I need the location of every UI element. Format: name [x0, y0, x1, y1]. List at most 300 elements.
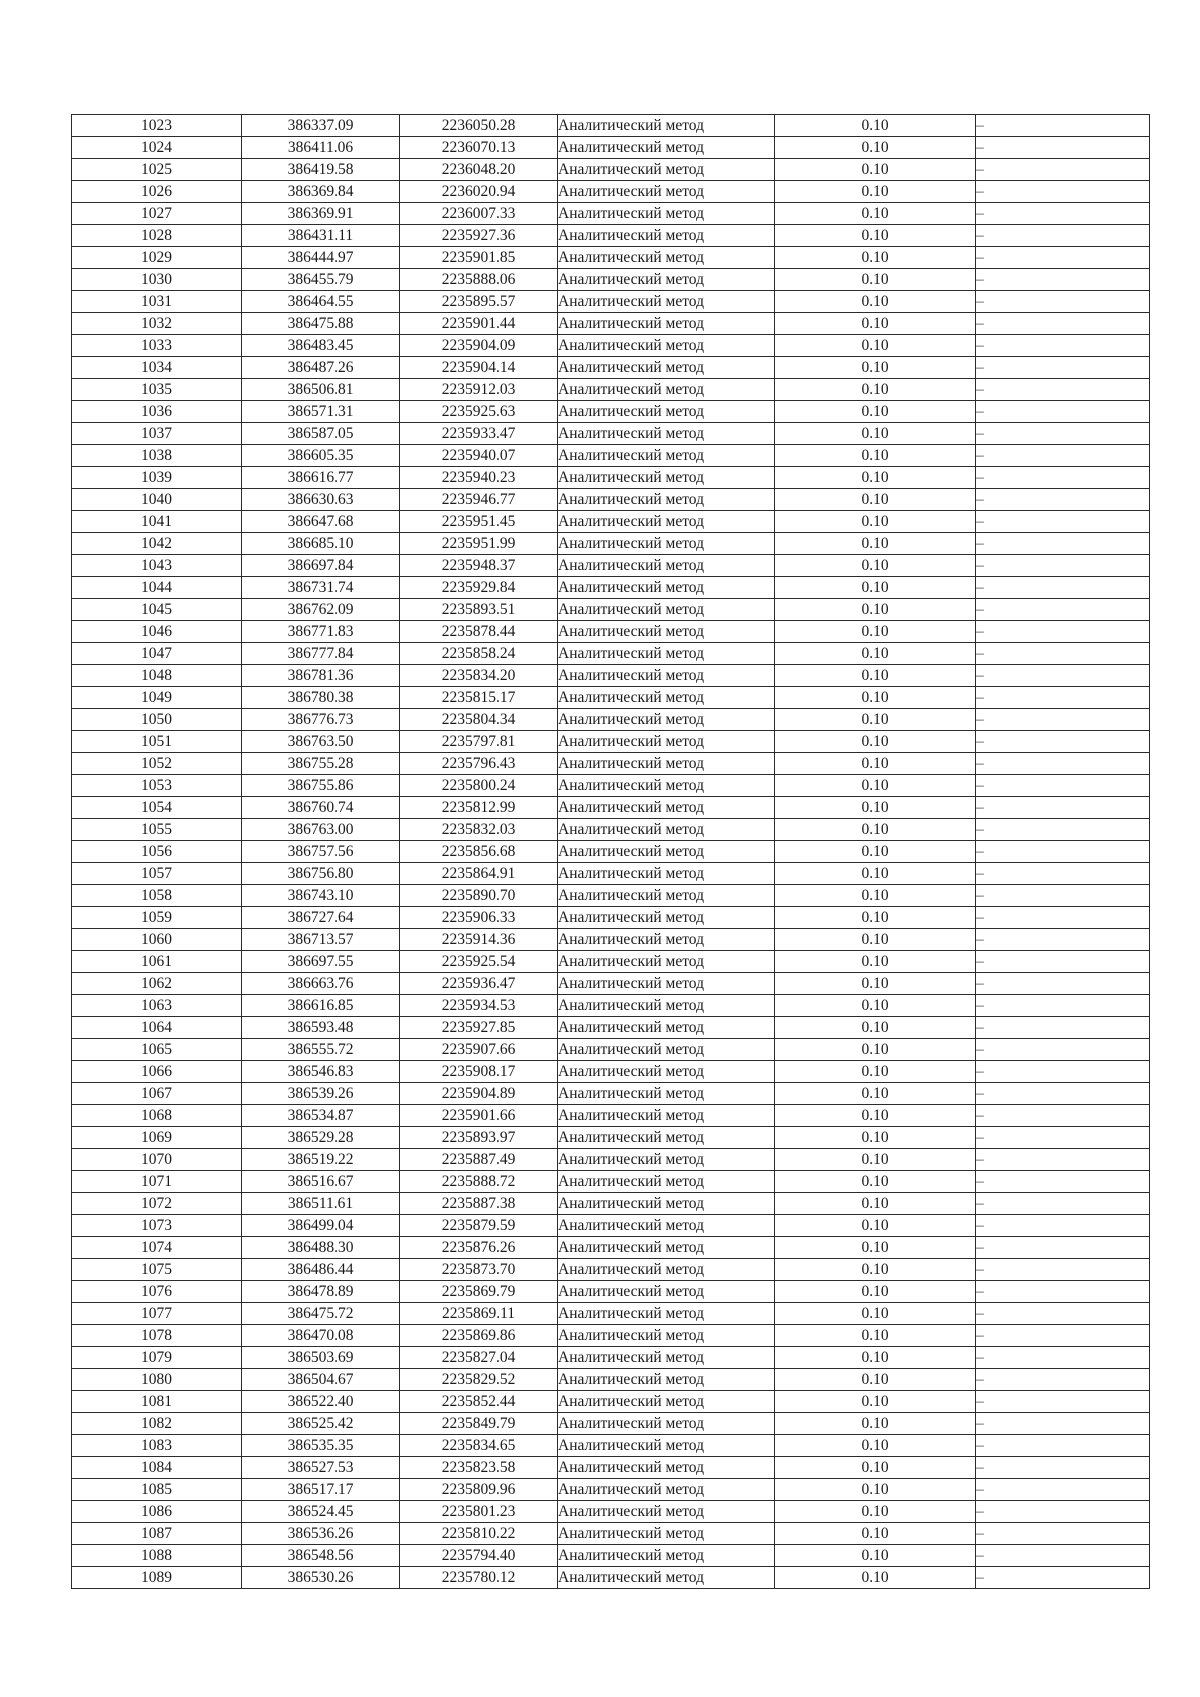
x-coordinate-cell: 386516.67: [242, 1171, 400, 1193]
note-cell: –: [976, 1105, 1150, 1127]
note-cell: –: [976, 731, 1150, 753]
accuracy-cell: 0.10: [775, 863, 976, 885]
x-coordinate-cell: 386534.87: [242, 1105, 400, 1127]
x-coordinate-cell: 386755.86: [242, 775, 400, 797]
accuracy-cell: 0.10: [775, 929, 976, 951]
table-row: [72, 1479, 1150, 1501]
note-cell: –: [976, 819, 1150, 841]
point-number-cell: 1051: [72, 731, 242, 753]
note-cell: –: [976, 1523, 1150, 1545]
method-cell: Аналитический метод: [558, 335, 775, 357]
point-number-cell: 1083: [72, 1435, 242, 1457]
y-coordinate-cell: 2235832.03: [400, 819, 558, 841]
note-cell: –: [976, 1171, 1150, 1193]
accuracy-cell: 0.10: [775, 401, 976, 423]
accuracy-cell: 0.10: [775, 885, 976, 907]
method-cell: Аналитический метод: [558, 973, 775, 995]
method-cell: Аналитический метод: [558, 313, 775, 335]
accuracy-cell: 0.10: [775, 1325, 976, 1347]
y-coordinate-cell: 2235914.36: [400, 929, 558, 951]
note-cell: –: [976, 643, 1150, 665]
point-number-cell: 1080: [72, 1369, 242, 1391]
note-cell: –: [976, 489, 1150, 511]
x-coordinate-cell: 386444.97: [242, 247, 400, 269]
note-cell: –: [976, 753, 1150, 775]
method-cell: Аналитический метод: [558, 555, 775, 577]
y-coordinate-cell: 2236007.33: [400, 203, 558, 225]
y-coordinate-cell: 2235895.57: [400, 291, 558, 313]
x-coordinate-cell: 386760.74: [242, 797, 400, 819]
y-coordinate-cell: 2235876.26: [400, 1237, 558, 1259]
table-row: [72, 1171, 1150, 1193]
note-cell: –: [976, 1259, 1150, 1281]
point-number-cell: 1046: [72, 621, 242, 643]
point-number-cell: 1085: [72, 1479, 242, 1501]
point-number-cell: 1025: [72, 159, 242, 181]
method-cell: Аналитический метод: [558, 753, 775, 775]
table-row: [72, 247, 1150, 269]
table-row: [72, 1215, 1150, 1237]
point-number-cell: 1036: [72, 401, 242, 423]
method-cell: Аналитический метод: [558, 929, 775, 951]
point-number-cell: 1053: [72, 775, 242, 797]
method-cell: Аналитический метод: [558, 1039, 775, 1061]
note-cell: –: [976, 467, 1150, 489]
x-coordinate-cell: 386527.53: [242, 1457, 400, 1479]
x-coordinate-cell: 386616.77: [242, 467, 400, 489]
method-cell: Аналитический метод: [558, 1171, 775, 1193]
table-row: [72, 1347, 1150, 1369]
table-row: [72, 489, 1150, 511]
x-coordinate-cell: 386697.55: [242, 951, 400, 973]
method-cell: Аналитический метод: [558, 1215, 775, 1237]
point-number-cell: 1030: [72, 269, 242, 291]
y-coordinate-cell: 2235925.54: [400, 951, 558, 973]
x-coordinate-cell: 386470.08: [242, 1325, 400, 1347]
method-cell: Аналитический метод: [558, 621, 775, 643]
x-coordinate-cell: 386616.85: [242, 995, 400, 1017]
method-cell: Аналитический метод: [558, 401, 775, 423]
x-coordinate-cell: 386593.48: [242, 1017, 400, 1039]
x-coordinate-cell: 386517.17: [242, 1479, 400, 1501]
x-coordinate-cell: 386743.10: [242, 885, 400, 907]
table-row: [72, 379, 1150, 401]
x-coordinate-cell: 386522.40: [242, 1391, 400, 1413]
x-coordinate-cell: 386455.79: [242, 269, 400, 291]
table-row: [72, 1105, 1150, 1127]
method-cell: Аналитический метод: [558, 775, 775, 797]
y-coordinate-cell: 2235906.33: [400, 907, 558, 929]
method-cell: Аналитический метод: [558, 577, 775, 599]
y-coordinate-cell: 2236070.13: [400, 137, 558, 159]
point-number-cell: 1023: [72, 115, 242, 137]
accuracy-cell: 0.10: [775, 489, 976, 511]
method-cell: Аналитический метод: [558, 1369, 775, 1391]
note-cell: –: [976, 1325, 1150, 1347]
y-coordinate-cell: 2236050.28: [400, 115, 558, 137]
table-row: [72, 731, 1150, 753]
method-cell: Аналитический метод: [558, 445, 775, 467]
note-cell: –: [976, 1435, 1150, 1457]
note-cell: –: [976, 269, 1150, 291]
x-coordinate-cell: 386548.56: [242, 1545, 400, 1567]
method-cell: Аналитический метод: [558, 731, 775, 753]
y-coordinate-cell: 2235800.24: [400, 775, 558, 797]
method-cell: Аналитический метод: [558, 115, 775, 137]
x-coordinate-cell: 386503.69: [242, 1347, 400, 1369]
accuracy-cell: 0.10: [775, 907, 976, 929]
note-cell: –: [976, 1567, 1150, 1589]
y-coordinate-cell: 2235908.17: [400, 1061, 558, 1083]
table-row: [72, 1457, 1150, 1479]
y-coordinate-cell: 2235901.66: [400, 1105, 558, 1127]
point-number-cell: 1031: [72, 291, 242, 313]
method-cell: Аналитический метод: [558, 1457, 775, 1479]
point-number-cell: 1052: [72, 753, 242, 775]
note-cell: –: [976, 1545, 1150, 1567]
accuracy-cell: 0.10: [775, 423, 976, 445]
accuracy-cell: 0.10: [775, 1237, 976, 1259]
table-row: [72, 995, 1150, 1017]
accuracy-cell: 0.10: [775, 511, 976, 533]
x-coordinate-cell: 386475.72: [242, 1303, 400, 1325]
y-coordinate-cell: 2235929.84: [400, 577, 558, 599]
table-row: [72, 885, 1150, 907]
accuracy-cell: 0.10: [775, 379, 976, 401]
accuracy-cell: 0.10: [775, 797, 976, 819]
x-coordinate-cell: 386780.38: [242, 687, 400, 709]
x-coordinate-cell: 386539.26: [242, 1083, 400, 1105]
accuracy-cell: 0.10: [775, 1391, 976, 1413]
x-coordinate-cell: 386478.89: [242, 1281, 400, 1303]
y-coordinate-cell: 2235810.22: [400, 1523, 558, 1545]
note-cell: –: [976, 973, 1150, 995]
point-number-cell: 1075: [72, 1259, 242, 1281]
x-coordinate-cell: 386525.42: [242, 1413, 400, 1435]
x-coordinate-cell: 386630.63: [242, 489, 400, 511]
method-cell: Аналитический метод: [558, 489, 775, 511]
x-coordinate-cell: 386713.57: [242, 929, 400, 951]
y-coordinate-cell: 2235809.96: [400, 1479, 558, 1501]
accuracy-cell: 0.10: [775, 1281, 976, 1303]
point-number-cell: 1059: [72, 907, 242, 929]
y-coordinate-cell: 2235780.12: [400, 1567, 558, 1589]
y-coordinate-cell: 2235901.85: [400, 247, 558, 269]
note-cell: –: [976, 115, 1150, 137]
note-cell: –: [976, 665, 1150, 687]
y-coordinate-cell: 2235794.40: [400, 1545, 558, 1567]
note-cell: –: [976, 357, 1150, 379]
x-coordinate-cell: 386731.74: [242, 577, 400, 599]
y-coordinate-cell: 2235873.70: [400, 1259, 558, 1281]
accuracy-cell: 0.10: [775, 577, 976, 599]
y-coordinate-cell: 2235856.68: [400, 841, 558, 863]
table-row: [72, 753, 1150, 775]
accuracy-cell: 0.10: [775, 841, 976, 863]
method-cell: Аналитический метод: [558, 1149, 775, 1171]
method-cell: Аналитический метод: [558, 291, 775, 313]
y-coordinate-cell: 2235869.86: [400, 1325, 558, 1347]
y-coordinate-cell: 2235829.52: [400, 1369, 558, 1391]
method-cell: Аналитический метод: [558, 995, 775, 1017]
point-number-cell: 1088: [72, 1545, 242, 1567]
accuracy-cell: 0.10: [775, 269, 976, 291]
method-cell: Аналитический метод: [558, 467, 775, 489]
y-coordinate-cell: 2235801.23: [400, 1501, 558, 1523]
table-row: [72, 1017, 1150, 1039]
x-coordinate-cell: 386499.04: [242, 1215, 400, 1237]
method-cell: Аналитический метод: [558, 1391, 775, 1413]
point-number-cell: 1041: [72, 511, 242, 533]
method-cell: Аналитический метод: [558, 907, 775, 929]
note-cell: –: [976, 1039, 1150, 1061]
accuracy-cell: 0.10: [775, 159, 976, 181]
x-coordinate-cell: 386663.76: [242, 973, 400, 995]
note-cell: –: [976, 951, 1150, 973]
method-cell: Аналитический метод: [558, 863, 775, 885]
y-coordinate-cell: 2235827.04: [400, 1347, 558, 1369]
point-number-cell: 1067: [72, 1083, 242, 1105]
note-cell: –: [976, 841, 1150, 863]
accuracy-cell: 0.10: [775, 1061, 976, 1083]
table-row: [72, 401, 1150, 423]
note-cell: –: [976, 247, 1150, 269]
table-row: [72, 1391, 1150, 1413]
table-row: [72, 137, 1150, 159]
point-number-cell: 1047: [72, 643, 242, 665]
coordinates-table-body: [72, 115, 1150, 1589]
y-coordinate-cell: 2235925.63: [400, 401, 558, 423]
x-coordinate-cell: 386571.31: [242, 401, 400, 423]
y-coordinate-cell: 2235804.34: [400, 709, 558, 731]
note-cell: –: [976, 599, 1150, 621]
table-row: [72, 973, 1150, 995]
y-coordinate-cell: 2235904.89: [400, 1083, 558, 1105]
note-cell: –: [976, 511, 1150, 533]
point-number-cell: 1040: [72, 489, 242, 511]
point-number-cell: 1072: [72, 1193, 242, 1215]
accuracy-cell: 0.10: [775, 973, 976, 995]
accuracy-cell: 0.10: [775, 709, 976, 731]
point-number-cell: 1061: [72, 951, 242, 973]
y-coordinate-cell: 2235815.17: [400, 687, 558, 709]
x-coordinate-cell: 386587.05: [242, 423, 400, 445]
y-coordinate-cell: 2235936.47: [400, 973, 558, 995]
point-number-cell: 1045: [72, 599, 242, 621]
table-row: [72, 951, 1150, 973]
method-cell: Аналитический метод: [558, 1193, 775, 1215]
y-coordinate-cell: 2235890.70: [400, 885, 558, 907]
method-cell: Аналитический метод: [558, 1413, 775, 1435]
note-cell: –: [976, 1127, 1150, 1149]
method-cell: Аналитический метод: [558, 1325, 775, 1347]
method-cell: Аналитический метод: [558, 1435, 775, 1457]
point-number-cell: 1032: [72, 313, 242, 335]
point-number-cell: 1057: [72, 863, 242, 885]
y-coordinate-cell: 2235852.44: [400, 1391, 558, 1413]
table-row: [72, 1193, 1150, 1215]
point-number-cell: 1026: [72, 181, 242, 203]
x-coordinate-cell: 386771.83: [242, 621, 400, 643]
point-number-cell: 1065: [72, 1039, 242, 1061]
x-coordinate-cell: 386530.26: [242, 1567, 400, 1589]
note-cell: –: [976, 1083, 1150, 1105]
y-coordinate-cell: 2235927.85: [400, 1017, 558, 1039]
method-cell: Аналитический метод: [558, 137, 775, 159]
point-number-cell: 1060: [72, 929, 242, 951]
method-cell: Аналитический метод: [558, 1061, 775, 1083]
note-cell: –: [976, 577, 1150, 599]
y-coordinate-cell: 2235812.99: [400, 797, 558, 819]
point-number-cell: 1063: [72, 995, 242, 1017]
y-coordinate-cell: 2235888.72: [400, 1171, 558, 1193]
x-coordinate-cell: 386464.55: [242, 291, 400, 313]
note-cell: –: [976, 775, 1150, 797]
accuracy-cell: 0.10: [775, 1435, 976, 1457]
note-cell: –: [976, 1303, 1150, 1325]
table-row: [72, 115, 1150, 137]
table-row: [72, 291, 1150, 313]
note-cell: –: [976, 1237, 1150, 1259]
y-coordinate-cell: 2235879.59: [400, 1215, 558, 1237]
table-row: [72, 687, 1150, 709]
y-coordinate-cell: 2235834.65: [400, 1435, 558, 1457]
note-cell: –: [976, 1215, 1150, 1237]
y-coordinate-cell: 2235901.44: [400, 313, 558, 335]
table-row: [72, 423, 1150, 445]
x-coordinate-cell: 386755.28: [242, 753, 400, 775]
accuracy-cell: 0.10: [775, 1171, 976, 1193]
method-cell: Аналитический метод: [558, 1259, 775, 1281]
y-coordinate-cell: 2235904.09: [400, 335, 558, 357]
point-number-cell: 1066: [72, 1061, 242, 1083]
x-coordinate-cell: 386337.09: [242, 115, 400, 137]
table-row: [72, 1259, 1150, 1281]
accuracy-cell: 0.10: [775, 115, 976, 137]
x-coordinate-cell: 386535.35: [242, 1435, 400, 1457]
accuracy-cell: 0.10: [775, 313, 976, 335]
y-coordinate-cell: 2235888.06: [400, 269, 558, 291]
table-row: [72, 313, 1150, 335]
accuracy-cell: 0.10: [775, 753, 976, 775]
note-cell: –: [976, 929, 1150, 951]
method-cell: Аналитический метод: [558, 1501, 775, 1523]
x-coordinate-cell: 386727.64: [242, 907, 400, 929]
y-coordinate-cell: 2235940.23: [400, 467, 558, 489]
method-cell: Аналитический метод: [558, 1105, 775, 1127]
note-cell: –: [976, 1281, 1150, 1303]
note-cell: –: [976, 137, 1150, 159]
table-row: [72, 1061, 1150, 1083]
y-coordinate-cell: 2235893.97: [400, 1127, 558, 1149]
accuracy-cell: 0.10: [775, 1193, 976, 1215]
point-number-cell: 1062: [72, 973, 242, 995]
accuracy-cell: 0.10: [775, 1017, 976, 1039]
table-row: [72, 709, 1150, 731]
x-coordinate-cell: 386511.61: [242, 1193, 400, 1215]
note-cell: –: [976, 1017, 1150, 1039]
x-coordinate-cell: 386483.45: [242, 335, 400, 357]
table-row: [72, 819, 1150, 841]
method-cell: Аналитический метод: [558, 1281, 775, 1303]
x-coordinate-cell: 386756.80: [242, 863, 400, 885]
table-row: [72, 621, 1150, 643]
point-number-cell: 1044: [72, 577, 242, 599]
note-cell: –: [976, 313, 1150, 335]
accuracy-cell: 0.10: [775, 1347, 976, 1369]
table-row: [72, 1039, 1150, 1061]
table-row: [72, 577, 1150, 599]
note-cell: –: [976, 533, 1150, 555]
y-coordinate-cell: 2235878.44: [400, 621, 558, 643]
x-coordinate-cell: 386555.72: [242, 1039, 400, 1061]
point-number-cell: 1070: [72, 1149, 242, 1171]
accuracy-cell: 0.10: [775, 1369, 976, 1391]
accuracy-cell: 0.10: [775, 335, 976, 357]
accuracy-cell: 0.10: [775, 1149, 976, 1171]
accuracy-cell: 0.10: [775, 203, 976, 225]
method-cell: Аналитический метод: [558, 709, 775, 731]
accuracy-cell: 0.10: [775, 1479, 976, 1501]
method-cell: Аналитический метод: [558, 247, 775, 269]
accuracy-cell: 0.10: [775, 1039, 976, 1061]
accuracy-cell: 0.10: [775, 775, 976, 797]
y-coordinate-cell: 2235904.14: [400, 357, 558, 379]
accuracy-cell: 0.10: [775, 731, 976, 753]
table-row: [72, 863, 1150, 885]
note-cell: –: [976, 797, 1150, 819]
table-row: [72, 1237, 1150, 1259]
table-row: [72, 445, 1150, 467]
accuracy-cell: 0.10: [775, 1083, 976, 1105]
y-coordinate-cell: 2235869.11: [400, 1303, 558, 1325]
x-coordinate-cell: 386757.56: [242, 841, 400, 863]
x-coordinate-cell: 386697.84: [242, 555, 400, 577]
x-coordinate-cell: 386605.35: [242, 445, 400, 467]
method-cell: Аналитический метод: [558, 1083, 775, 1105]
accuracy-cell: 0.10: [775, 1457, 976, 1479]
x-coordinate-cell: 386419.58: [242, 159, 400, 181]
accuracy-cell: 0.10: [775, 1215, 976, 1237]
x-coordinate-cell: 386647.68: [242, 511, 400, 533]
note-cell: –: [976, 687, 1150, 709]
accuracy-cell: 0.10: [775, 1523, 976, 1545]
y-coordinate-cell: 2235858.24: [400, 643, 558, 665]
accuracy-cell: 0.10: [775, 1303, 976, 1325]
table-row: [72, 1435, 1150, 1457]
x-coordinate-cell: 386411.06: [242, 137, 400, 159]
table-row: [72, 533, 1150, 555]
method-cell: Аналитический метод: [558, 203, 775, 225]
note-cell: –: [976, 159, 1150, 181]
table-row: [72, 841, 1150, 863]
method-cell: Аналитический метод: [558, 1479, 775, 1501]
x-coordinate-cell: 386781.36: [242, 665, 400, 687]
point-number-cell: 1087: [72, 1523, 242, 1545]
note-cell: –: [976, 379, 1150, 401]
point-number-cell: 1048: [72, 665, 242, 687]
table-row: [72, 1149, 1150, 1171]
y-coordinate-cell: 2235796.43: [400, 753, 558, 775]
point-number-cell: 1054: [72, 797, 242, 819]
note-cell: –: [976, 1479, 1150, 1501]
point-number-cell: 1058: [72, 885, 242, 907]
accuracy-cell: 0.10: [775, 291, 976, 313]
x-coordinate-cell: 386685.10: [242, 533, 400, 555]
method-cell: Аналитический метод: [558, 225, 775, 247]
table-row: [72, 269, 1150, 291]
method-cell: Аналитический метод: [558, 1523, 775, 1545]
